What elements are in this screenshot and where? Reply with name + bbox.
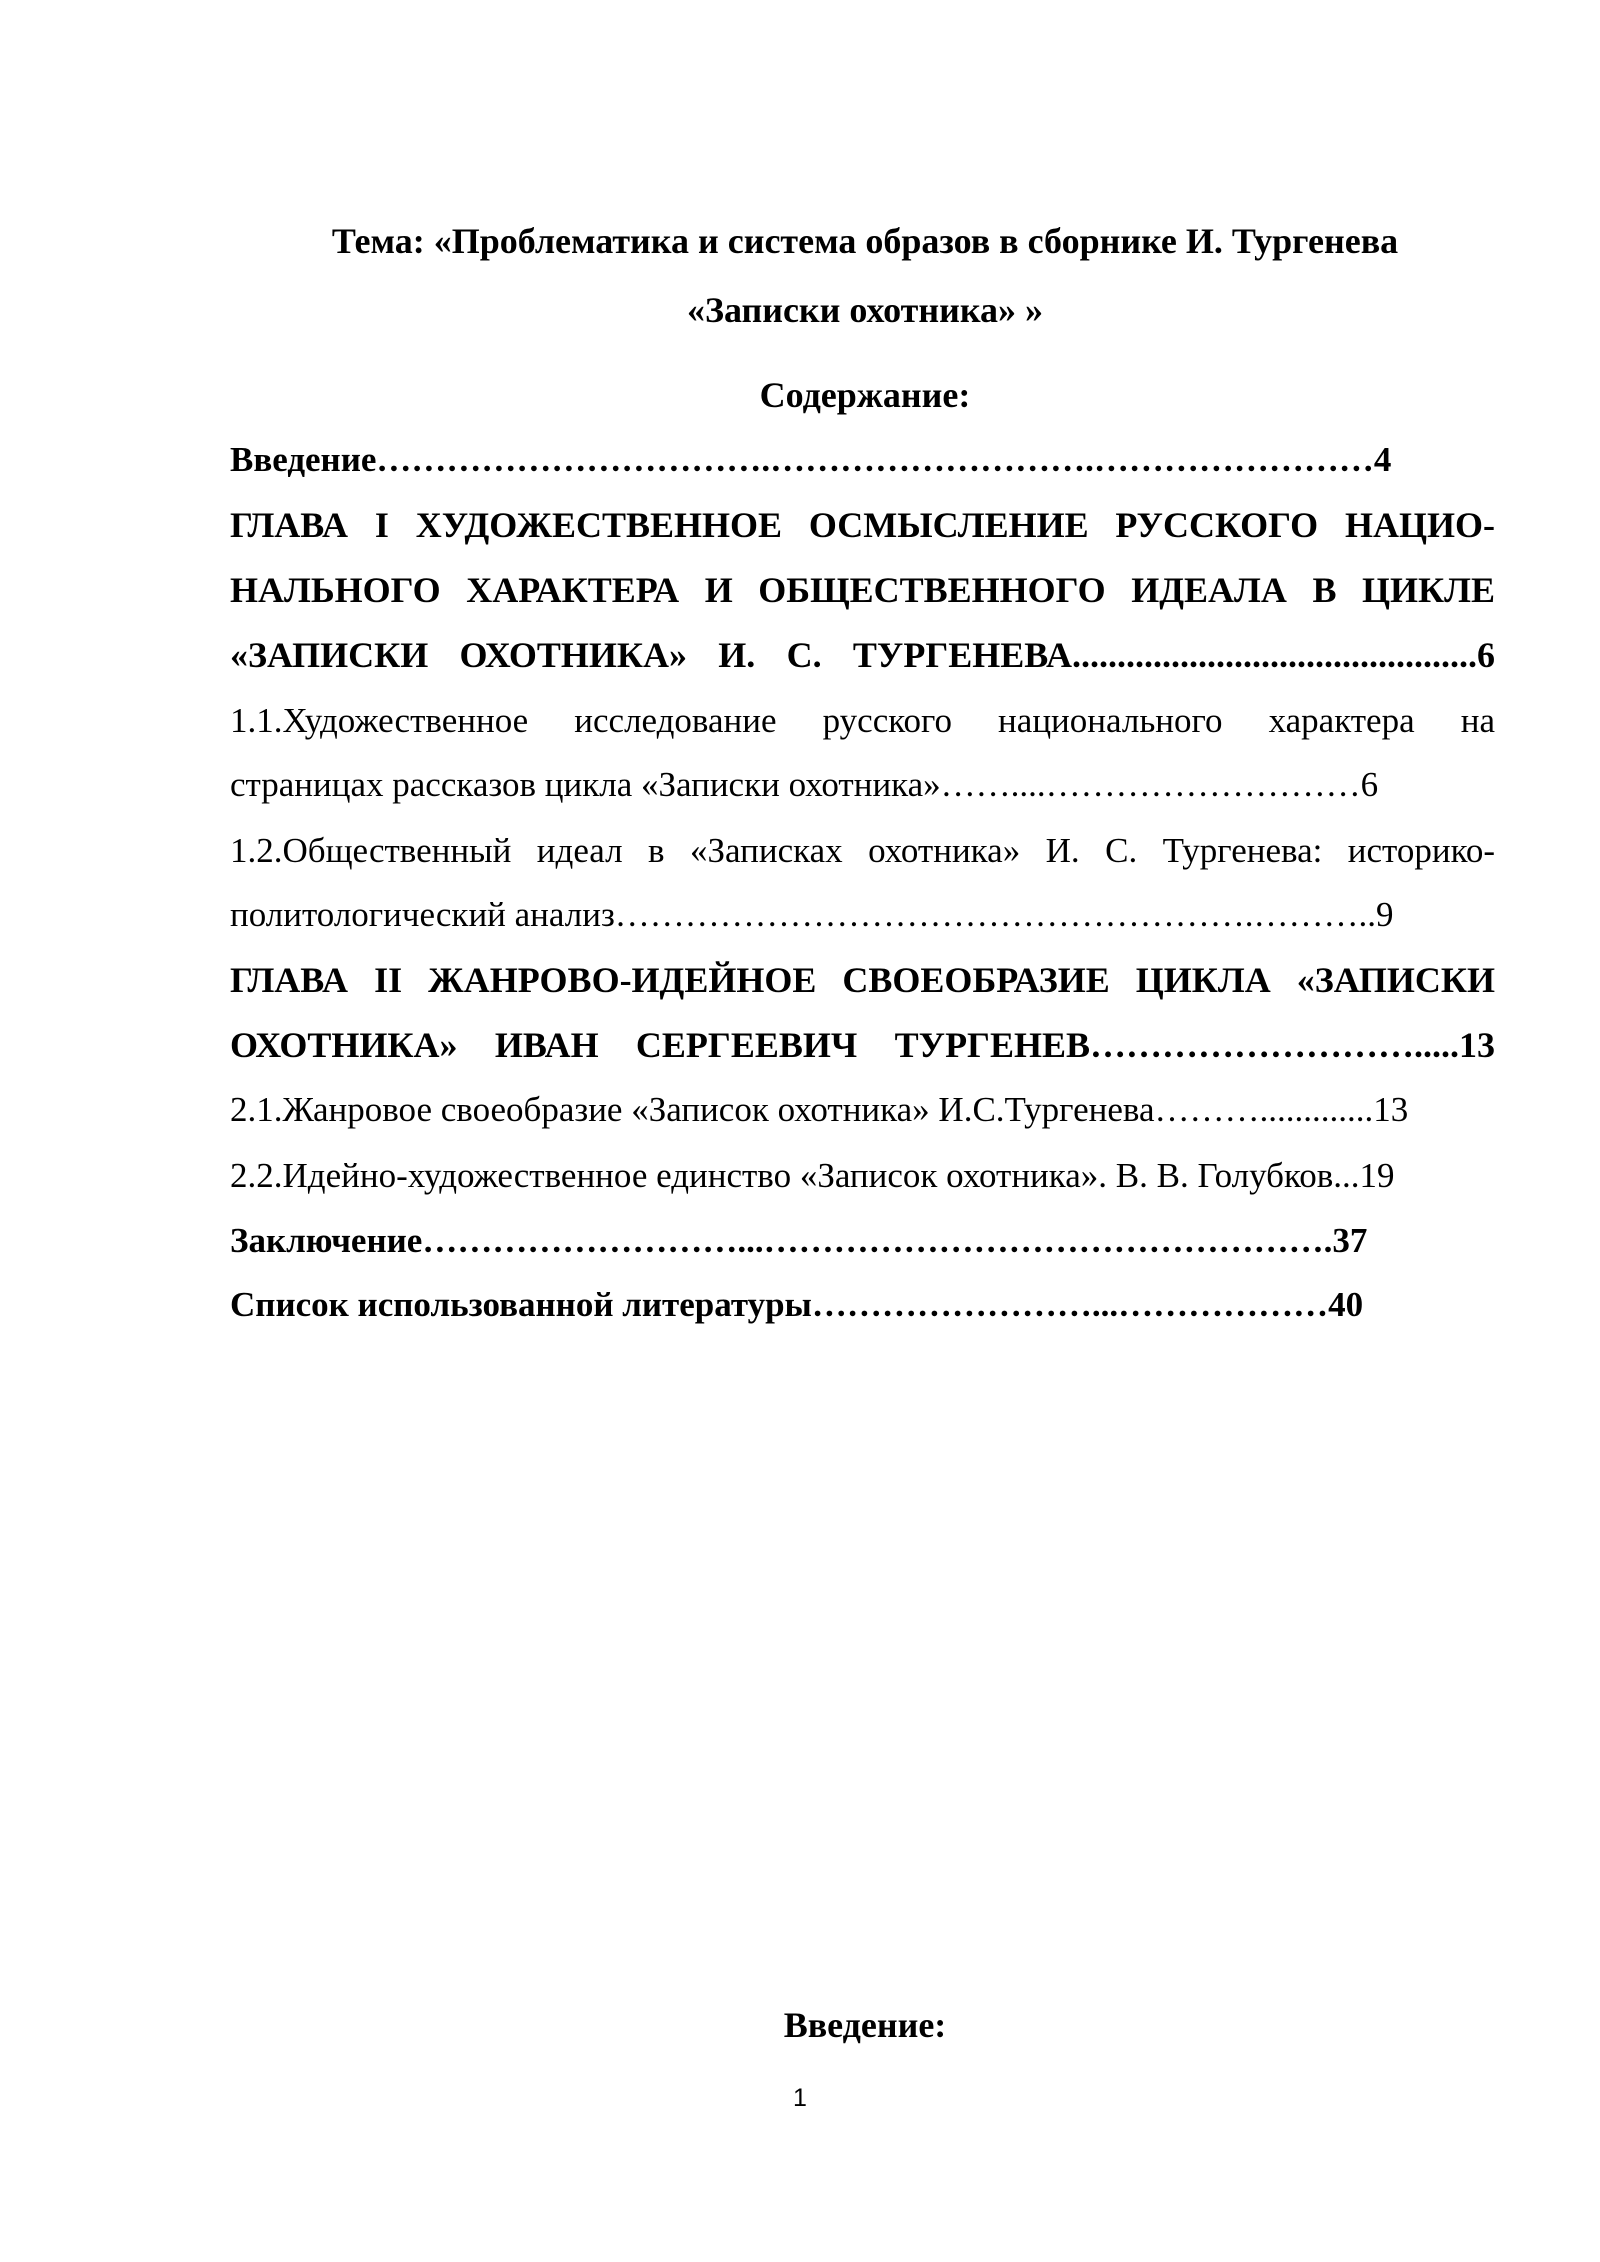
toc-chapter-1-line-3: «ЗАПИСКИ ОХОТНИКА» И. С. ТУРГЕНЕВА.............................................6	[230, 635, 1495, 675]
toc-entry-conclusion: Заключение………………………...………………………………………….37	[230, 1221, 1368, 1260]
toc-entry-references: Список использованной литературы……………………...………………40	[230, 1285, 1364, 1324]
document-title-line-1: Тема: «Проблематика и система образов в сборнике И. Тургенева	[331, 221, 1399, 261]
toc-chapter-2-line-2: ОХОТНИКА» ИВАН СЕРГЕЕВИЧ ТУРГЕНЕВ……………………….....13	[230, 1025, 1495, 1065]
contents-heading: Содержание:	[759, 375, 971, 415]
toc-section-1-2-line-1: 1.2.Общественный идеал в «Записках охотника» И. С. Тургенева: историко-	[230, 831, 1495, 870]
toc-section-1-1-line-2: страницах рассказов цикла «Записки охотника»……....………………………6	[230, 765, 1379, 804]
toc-section-2-2: 2.2.Идейно-художественное единство «Записок охотника». В. В. Голубков...19	[230, 1156, 1395, 1195]
document-title-line-2: «Записки охотника» »	[686, 290, 1044, 330]
toc-chapter-2-line-1: ГЛАВА II ЖАНРОВО-ИДЕЙНОЕ СВОЕОБРАЗИЕ ЦИКЛА «ЗАПИСКИ	[230, 960, 1495, 1000]
toc-chapter-1-line-1: ГЛАВА I ХУДОЖЕСТВЕННОЕ ОСМЫСЛЕНИЕ РУССКОГО НАЦИО-	[230, 505, 1495, 545]
toc-section-1-1-line-1: 1.1.Художественное исследование русского национального характера на	[230, 701, 1495, 740]
toc-section-2-1: 2.1.Жанровое своеобразие «Записок охотника» И.С.Тургенева……….............13	[230, 1090, 1409, 1129]
toc-chapter-1-line-2: НАЛЬНОГО ХАРАКТЕРА И ОБЩЕСТВЕННОГО ИДЕАЛА В ЦИКЛЕ	[230, 570, 1495, 610]
page-number: 1	[793, 2084, 807, 2112]
toc-section-1-2-line-2: политологический анализ……………………………………………….………..9	[230, 895, 1394, 934]
toc-entry-introduction: Введение…………………………….……………………….……………………4	[230, 440, 1392, 479]
next-section-heading: Введение:	[783, 2005, 947, 2045]
